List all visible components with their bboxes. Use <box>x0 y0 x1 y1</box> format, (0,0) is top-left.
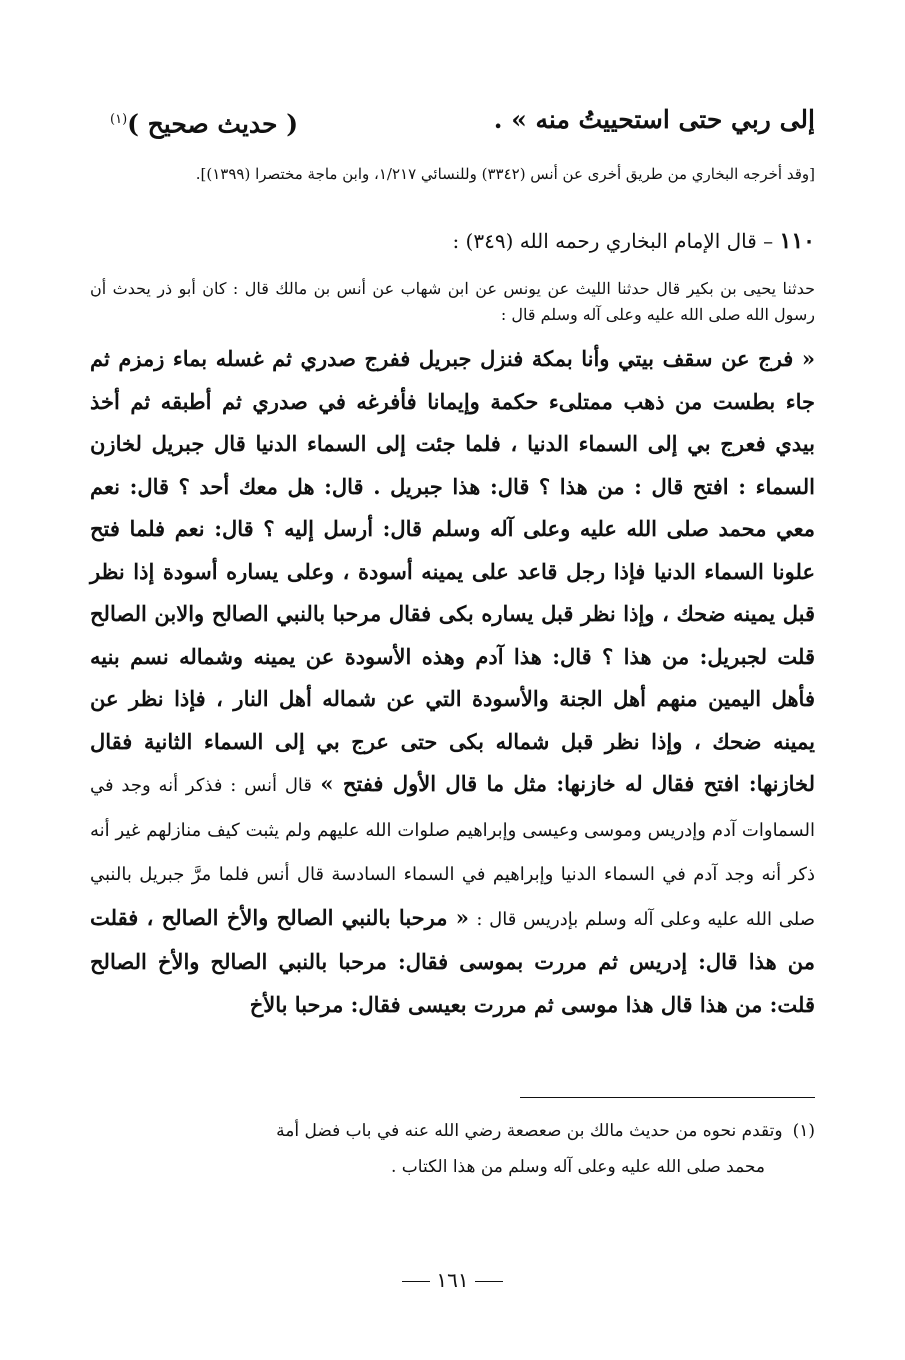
hadith-isnad: حدثنا يحيى بن بكير قال حدثنا الليث عن يونس عن ابن شهاب عن أنس بن مالك قال : كان أبو ذر يحدث أن رسول الله صلى الله عليه وعلى آله وسلم قال : <box>90 279 815 324</box>
footnote-line-1: وتقدم نحوه من حديث مالك بن صعصعة رضي الله عنه في باب فضل أمة <box>276 1121 783 1141</box>
takhrij-note: [وقد أخرجه البخاري من طريق أخرى عن أنس (٣٣٤٢) وللنسائي ١/٢١٧، وابن ماجة مختصرا (١٣٩٩)]. <box>195 165 815 183</box>
page-number-dash-right <box>475 1281 503 1282</box>
page-number-text: ١٦١ <box>436 1268 469 1292</box>
anas-narration: قال أنس : فذكر أنه وجد في السماوات آدم وإدريس وموسى وعيسى وإبراهيم صلوات الله عليهم ولم يثبت كيف منازلهم غير أنه ذكر أنه وجد آدم في السماء الدنيا وإبراهيم في السماء السادسة قال أنس فلما مرَّ جبريل بالنبي صلى الله عليه وعلى آله وسلم بإدريس قال : <box>90 775 816 930</box>
footnote-marker: (١) <box>792 1121 815 1141</box>
footnote-reference: (١) <box>110 112 128 127</box>
grade-text: ( حديث صحيح ) <box>127 109 299 139</box>
matn-second-part: « مرحبا بالنبي الصالح والأخ الصالح ، فقلت من هذا قال: إدريس ثم مررت بموسى فقال: مرحبا بالنبي الصالح والأخ الصالح قلت: من هذا قال هذا موسى ثم مررت بعيسى فقال: مرحبا بالأخ <box>90 904 815 1017</box>
footnote-line-2: محمد صلى الله عليه وعلى آله وسلم من هذا الكتاب . <box>391 1157 765 1177</box>
hadith-number: ١١٠ <box>779 228 815 254</box>
hadith-grade <box>110 100 298 144</box>
footnote-separator <box>520 1097 815 1098</box>
quote-ending-text: إلى ربي حتى استحييتُ منه » . <box>493 105 815 134</box>
page-number <box>0 1265 905 1295</box>
previous-hadith-ending <box>110 100 815 140</box>
hadith-matn <box>90 338 815 1026</box>
hadith-source: – قال الإمام البخاري رحمه الله (٣٤٩) : <box>452 229 774 253</box>
hadith-heading <box>90 224 815 258</box>
footnote <box>90 1113 815 1185</box>
page-number-dash-left <box>402 1281 430 1282</box>
matn-first-part: « فرج عن سقف بيتي وأنا بمكة فنزل جبريل ففرج صدري ثم غسله بماء زمزم ثم جاء بطست من ذهب ممتلىء حكمة وإيمانا فأفرغه في صدري ثم أطبقه ثم أخذ بيدي فعرج بي إلى السماء الدنيا ، فلما جئت إلى السماء الدنيا قال جبريل لخازن السماء : افتح قال : من هذا ؟ قال: هذا جبريل . قال: هل معك أحد ؟ قال: نعم معي محمد صلى الله عليه وعلى آله وسلم قال: أرسل إليه ؟ قال: نعم فلما فتح علونا السماء الدنيا فإذا رجل قاعد على يمينه أسودة ، وعلى يساره أسودة إذا نظر قبل يمينه ضحك ، وإذا نظر قبل يساره بكى فقال مرحبا بالنبي الصالح والابن الصالح قلت لجبريل: من هذا ؟ قال: هذا آدم وهذه الأسودة عن يمينه وشماله نسم بنيه فأهل اليمين منهم أهل الجنة والأسودة التي عن شماله أهل النار ، فإذا نظر عن يمينه ضحك ، وإذا نظر قبل شماله بكى حتى عرج بي إلى السماء الثانية فقال لخازنها: افتح فقال له خازنها: مثل ما قال الأول ففتح » <box>90 346 815 796</box>
